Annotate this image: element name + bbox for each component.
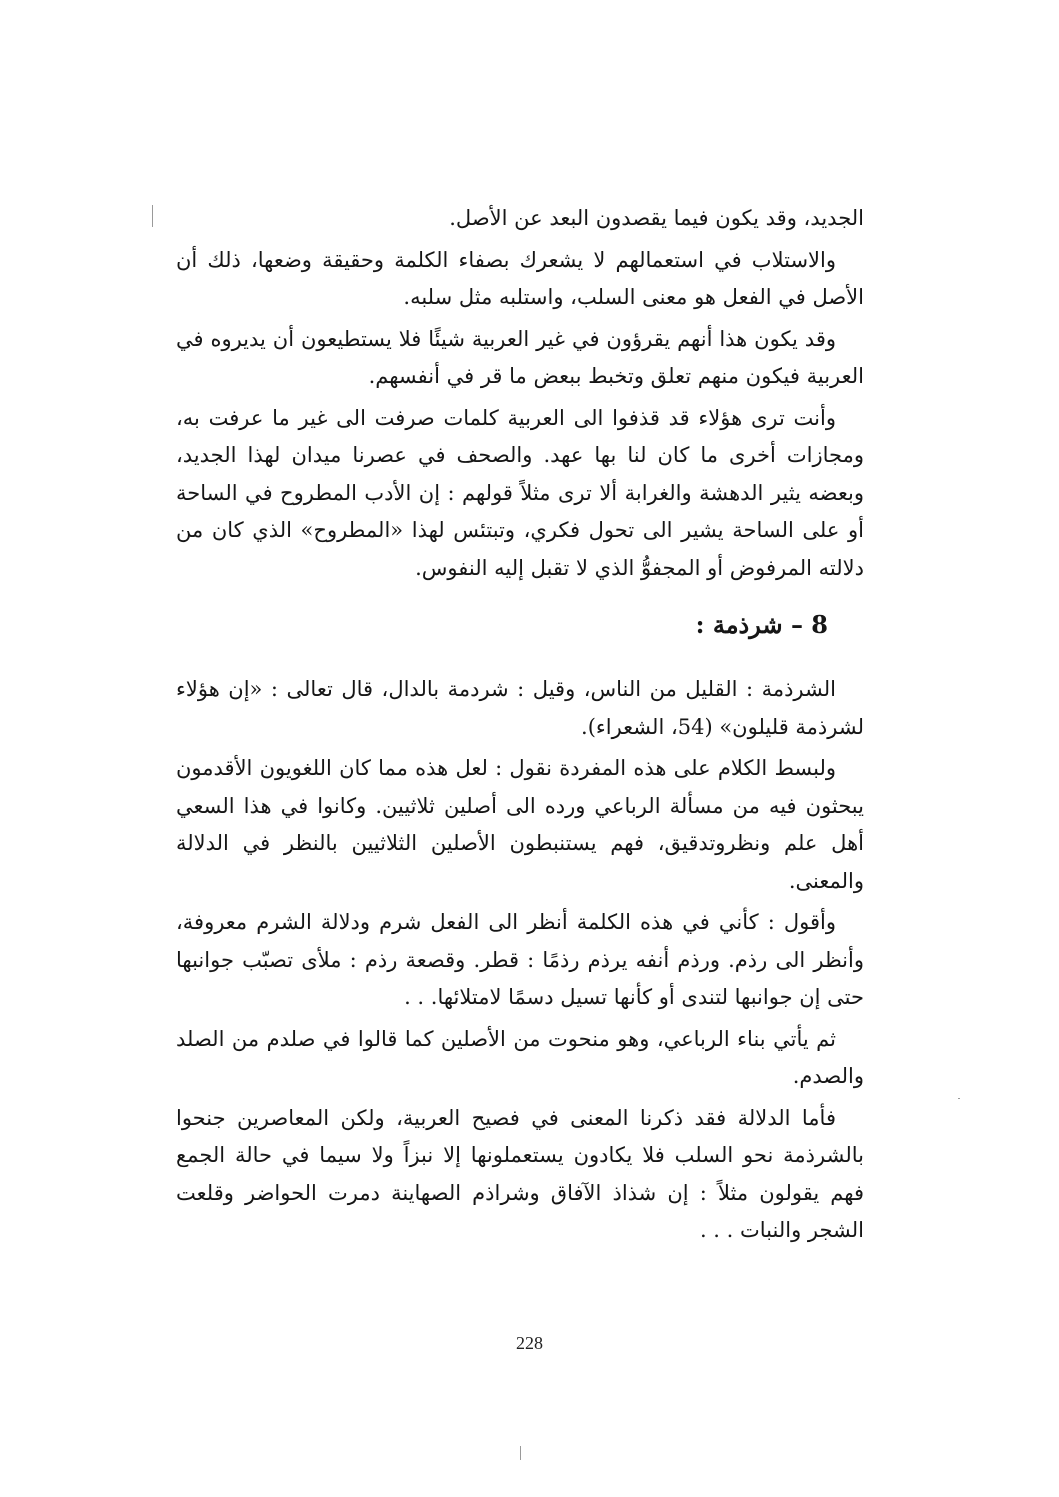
scan-speck (958, 1098, 960, 1099)
paragraph: وأنت ترى هؤلاء قد قذفوا الى العربية كلمات صرفت الى غير ما عرفت به، ومجازات أخرى ما كان لنا بها عهد. والصحف في عصرنا ميدان لهذا الجديد، وبعضه يثير الدهشة والغرابة ألا ترى مثلاً قولهم : إن الأدب المطروح في الساحة أو على الساحة يشير الى تحول فكري، وتبتئس لهذا «المطروح» الذي كان من دلالته المرفوض أو المجفوُّ الذي لا تقبل إليه النفوس. (176, 405, 864, 580)
paragraph: ثم يأتي بناء الرباعي، وهو منحوت من الأصلين كما قالوا في صلدم من الصلد والصدم. (176, 1026, 864, 1088)
paragraph: والاستلاب في استعمالهم لا يشعرك بصفاء الكلمة وحقيقة وضعها، ذلك أن الأصل في الفعل هو معنى السلب، واستلبه مثل سلبه. (176, 247, 864, 309)
paragraph: ولبسط الكلام على هذه المفردة نقول : لعل هذه مما كان اللغويون الأقدمون يبحثون فيه من مسألة الرباعي ورده الى أصلين ثلاثيين. وكانوا في هذا السعي أهل علم ونظروتدقيق، فهم يستنبطون الأصلين الثلاثيين بالنظر في الدلالة والمعنى. (176, 756, 864, 893)
paragraph: فأما الدلالة فقد ذكرنا المعنى في فصيح العربية، ولكن المعاصرين جنحوا بالشرذمة نحو السلب فلا يكادون يستعملونها إلا نبزاً ولا سيما في حالة الجمع فهم يقولون مثلاً : إن شذاذ الآفاق وشراذم الصهاينة دمرت الحواضر وقلعت الشجر والنبات . . . (176, 1105, 864, 1242)
paragraph: وأقول : كأني في هذه الكلمة أنظر الى الفعل شرم ودلالة الشرم معروفة، وأنظر الى رذم. ورذم أنفه يرذم رذمًا : قطر. وقصعة رذم : ملأى تصبّب جوانبها حتى إن جوانبها لتندى أو كأنها تسيل دسمًا لامتلائها. . . (176, 910, 864, 1009)
page-number: 228 (516, 1333, 543, 1353)
scan-speck (152, 205, 153, 227)
paragraph: وقد يكون هذا أنهم يقرؤون في غير العربية شيئًا فلا يستطيعون أن يديروه في العربية فيكون منهم تعلق وتخبط ببعض ما قر في أنفسهم. (176, 326, 864, 388)
section-heading: 8 – شرذمة : (695, 610, 828, 639)
body-text (176, 200, 864, 1254)
paragraph: الشرذمة : القليل من الناس، وقيل : شردمة بالدال، قال تعالى : «إن هؤلاء لشرذمة قليلون» (54، الشعراء). (176, 677, 864, 739)
scan-speck (520, 1446, 521, 1460)
paragraph-continuation: الجديد، وقد يكون فيما يقصدون البعد عن الأصل. (449, 206, 864, 230)
